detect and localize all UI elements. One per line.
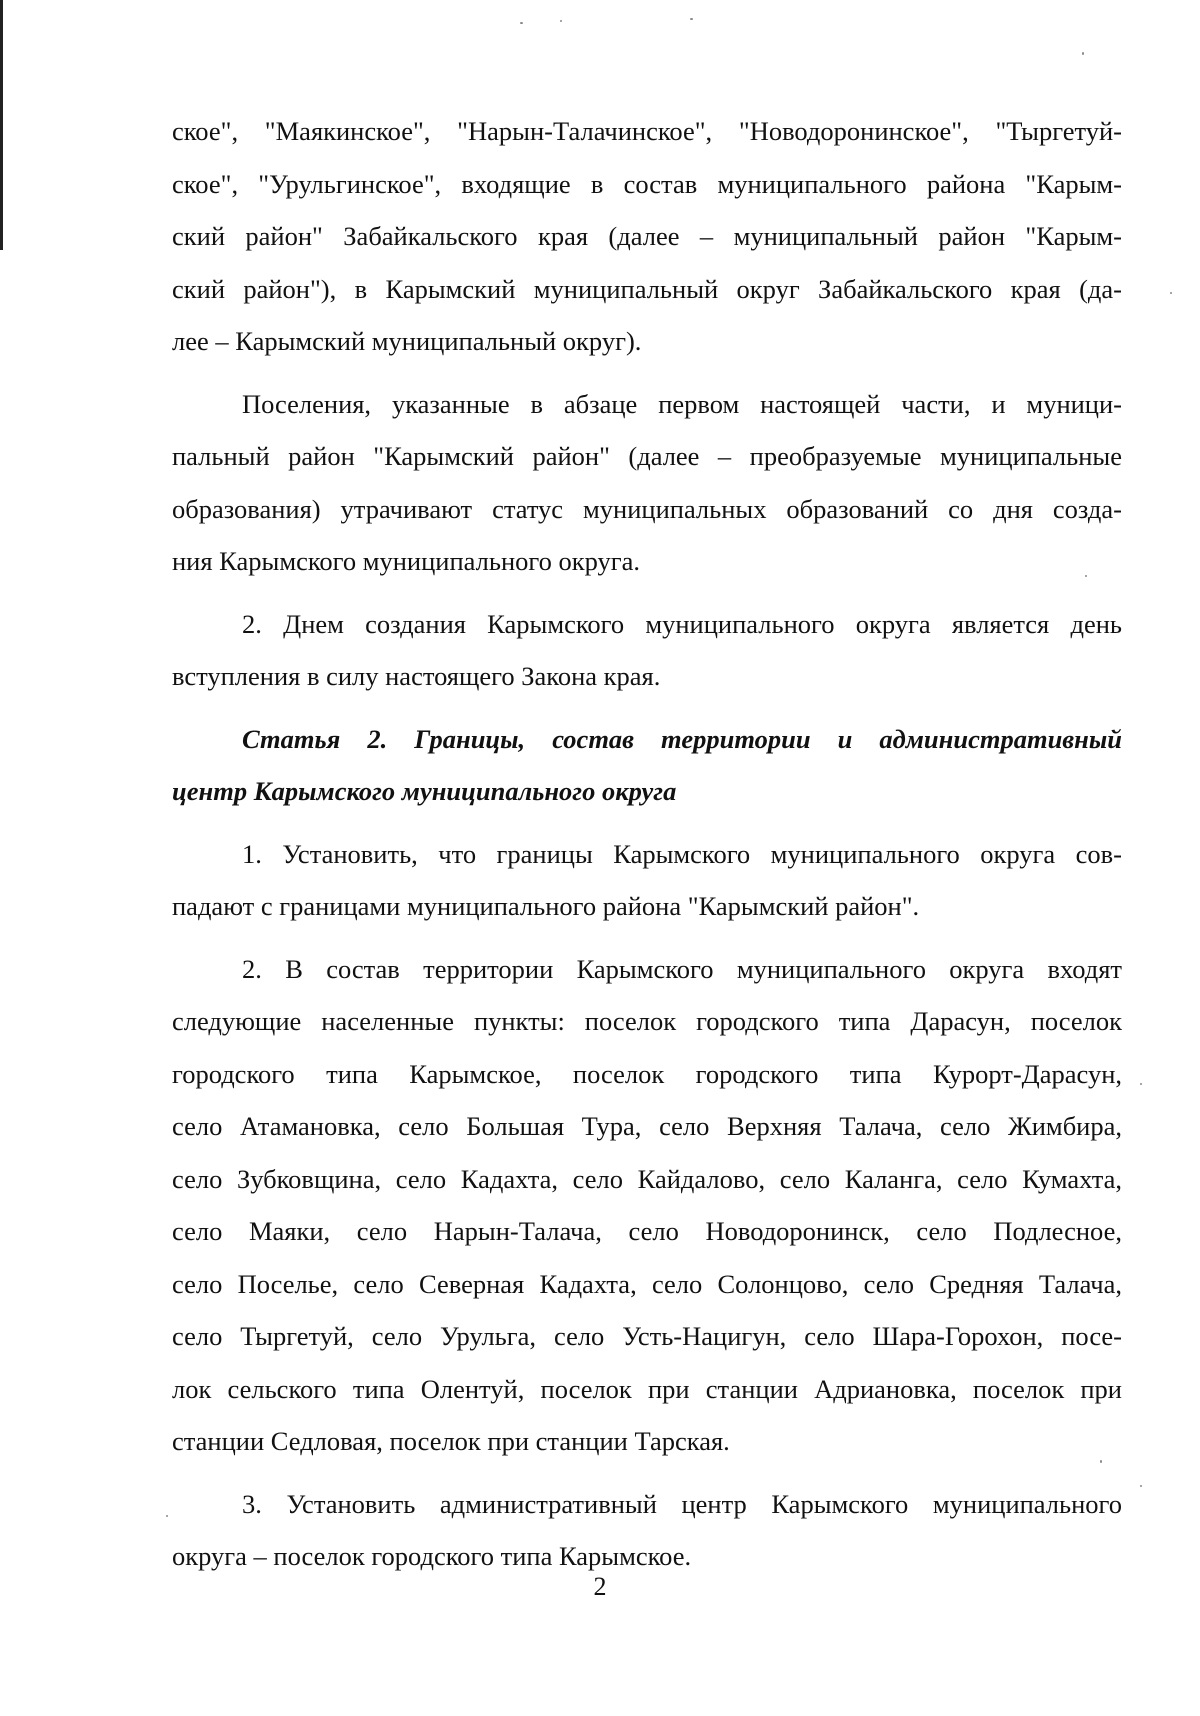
text-line: 2. Днем создания Карымского муниципального округа является день xyxy=(242,608,1122,639)
text-line: лок сельского типа Олентуй, поселок при станции Адриановка, поселок при xyxy=(172,1373,1122,1404)
paragraph xyxy=(172,1478,1122,1583)
article-heading xyxy=(172,713,1122,818)
page-number: 2 xyxy=(593,1572,607,1601)
paragraph-gap xyxy=(172,368,1122,378)
text-line: вступления в силу настоящего Закона края. xyxy=(172,661,661,691)
text-line: ский район"), в Карымский муниципальный округ Забайкальского края (да- xyxy=(172,273,1122,304)
text-line: лее – Карымский муниципальный округ). xyxy=(172,326,642,356)
text-line: пальный район "Карымский район" (далее – преобразуемые муниципальные xyxy=(172,441,1122,471)
text-line: городского типа Карымское, поселок городского типа Курорт-Дарасун, xyxy=(172,1058,1122,1089)
text-line: округа – поселок городского типа Карымское. xyxy=(172,1541,692,1571)
text-line: 2. В состав территории Карымского муниципального округа входят xyxy=(242,953,1122,984)
paragraph-gap xyxy=(172,818,1122,828)
text-line: Статья 2. Границы, состав территории и административный xyxy=(242,723,1122,754)
paragraph-gap xyxy=(172,1468,1122,1478)
text-line: село Атамановка, село Большая Тура, село Верхняя Талача, село Жимбира, xyxy=(172,1111,1122,1141)
scan-speck xyxy=(1170,292,1172,294)
scan-speck xyxy=(1140,1083,1142,1085)
scan-speck xyxy=(520,22,523,24)
text-line: ский район" Забайкальского края (далее – муниципальный район "Карым- xyxy=(172,221,1122,251)
scan-edge-mark xyxy=(0,0,3,250)
paragraph-gap xyxy=(172,588,1122,598)
scan-speck xyxy=(1100,1460,1102,1463)
text-line: 3. Установить административный центр Карымского муниципального xyxy=(242,1488,1122,1519)
scan-speck xyxy=(690,18,693,20)
scan-speck xyxy=(166,1515,168,1517)
text-line: село Маяки, село Нарын-Талача, село Новодоронинск, село Подлесное, xyxy=(172,1216,1122,1246)
paragraph xyxy=(172,378,1122,588)
scan-speck xyxy=(560,20,562,22)
text-line: падают с границами муниципального района "Карымский район". xyxy=(172,891,920,921)
paragraph-gap xyxy=(172,933,1122,943)
paragraph xyxy=(172,943,1122,1468)
paragraph xyxy=(172,105,1122,368)
paragraph xyxy=(172,598,1122,703)
document-body xyxy=(172,105,1122,1583)
text-line: центр Карымского муниципального округа xyxy=(172,776,677,806)
paragraph xyxy=(172,828,1122,933)
text-line: ское", "Маякинское", "Нарын-Талачинское", "Новодоронинское", "Тыргетуй- xyxy=(172,116,1122,146)
text-line: Поселения, указанные в абзаце первом настоящей части, и муници- xyxy=(242,388,1122,419)
scan-speck xyxy=(1085,575,1087,577)
text-line: село Зубковщина, село Кадахта, село Кайдалово, село Каланга, село Кумахта, xyxy=(172,1163,1122,1194)
text-line: ния Карымского муниципального округа. xyxy=(172,546,640,576)
text-line: село Поселье, село Северная Кадахта, село Солонцово, село Средняя Талача, xyxy=(172,1268,1122,1299)
text-line: ское", "Урульгинское", входящие в состав муниципального района "Карым- xyxy=(172,168,1122,199)
text-line: село Тыргетуй, село Урульга, село Усть-Нацигун, село Шара-Горохон, посе- xyxy=(172,1321,1122,1351)
paragraph-gap xyxy=(172,703,1122,713)
scan-speck xyxy=(1082,52,1084,55)
scan-speck xyxy=(1140,1485,1142,1487)
text-line: следующие населенные пункты: поселок городского типа Дарасун, поселок xyxy=(172,1006,1122,1036)
text-line: станции Седловая, поселок при станции Тарская. xyxy=(172,1426,730,1456)
text-line: 1. Установить, что границы Карымского муниципального округа сов- xyxy=(242,838,1122,869)
text-line: образования) утрачивают статус муниципальных образований со дня созда- xyxy=(172,493,1122,524)
